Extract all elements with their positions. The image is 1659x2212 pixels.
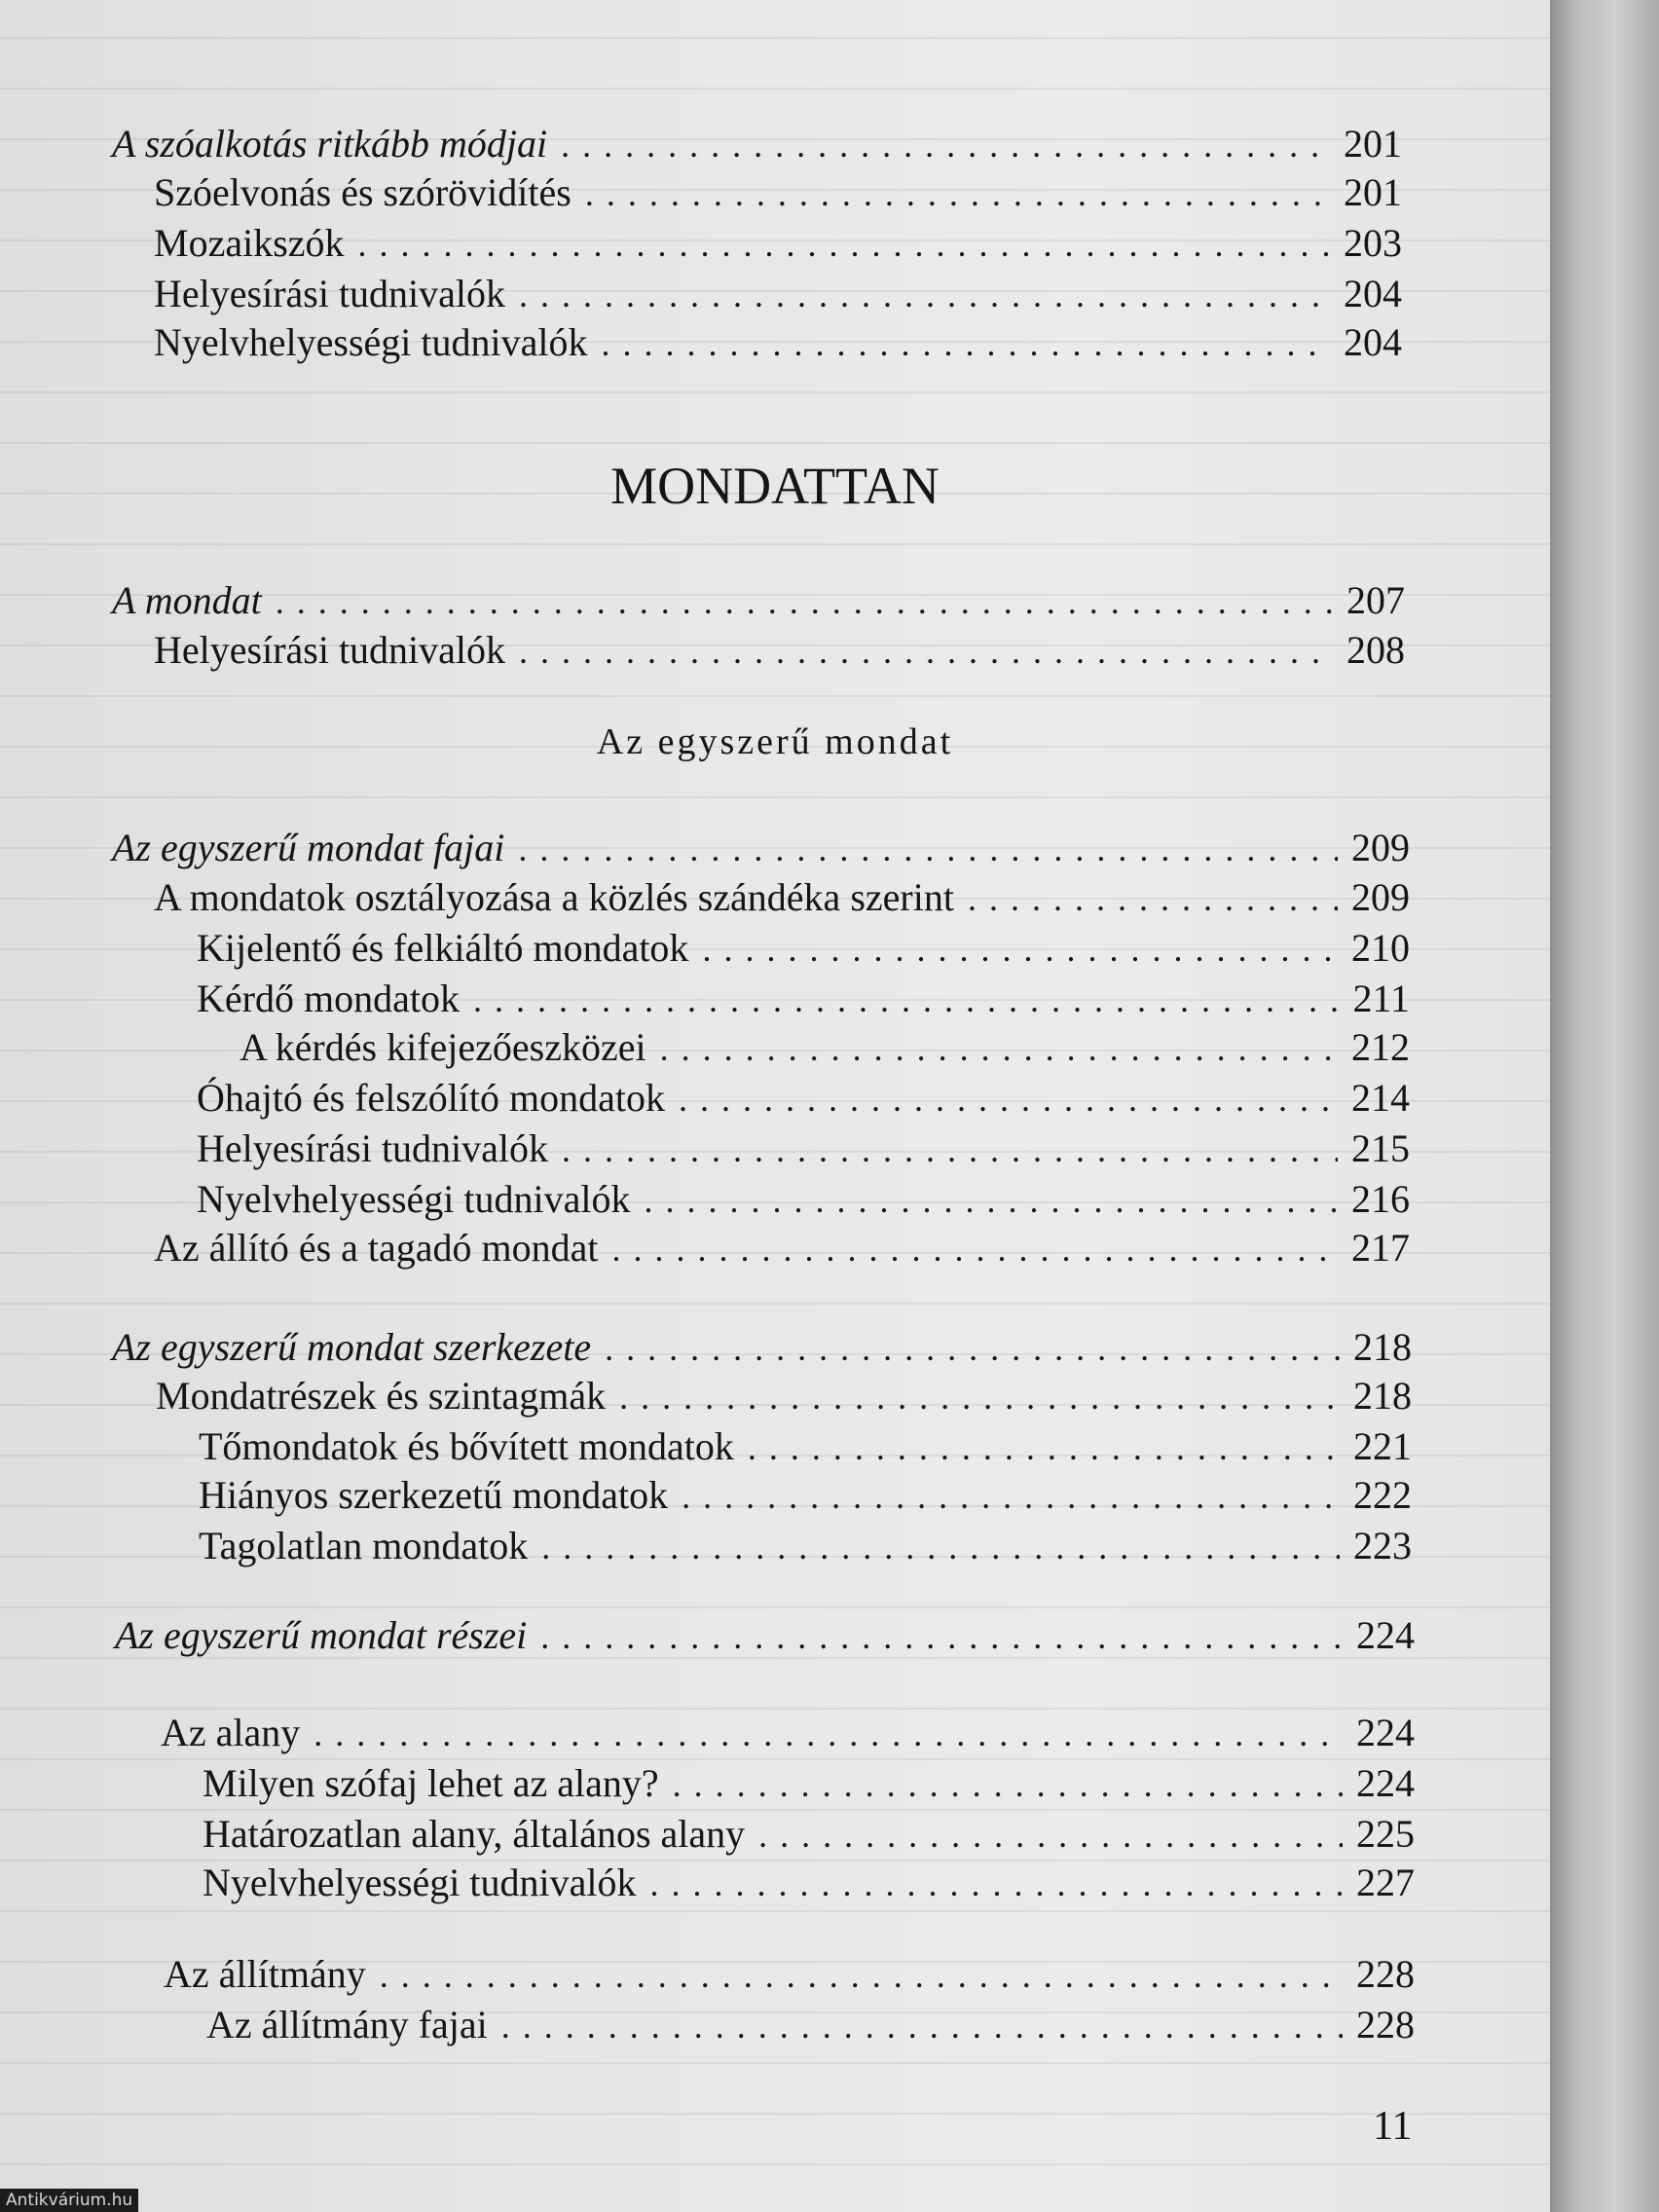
toc-entry-page: 217 <box>1351 1226 1410 1270</box>
toc-entry-title: Helyesírási tudnivalók <box>154 272 506 315</box>
toc-entry-page: 215 <box>1351 1126 1410 1170</box>
dot-leader <box>644 1175 1338 1226</box>
dot-leader <box>679 1074 1338 1124</box>
dot-leader <box>541 1522 1340 1572</box>
toc-entry <box>203 1758 1415 1809</box>
toc-entry <box>199 1521 1412 1571</box>
toc-entry-title: Az egyszerű mondat részei <box>115 1613 528 1657</box>
toc-entry-page: 216 <box>1351 1177 1410 1221</box>
toc-entry-title: Az egyszerű mondat fajai <box>112 826 505 869</box>
toc-entry-page: 209 <box>1351 826 1410 869</box>
toc-entry-title: Az állítmány <box>164 1952 366 1996</box>
toc-entry-page: 212 <box>1351 1025 1410 1069</box>
dot-leader <box>473 975 1340 1025</box>
toc-entry <box>112 575 1405 626</box>
toc-entry-title: Nyelvhelyességi tudnivalók <box>197 1177 631 1221</box>
toc-entry <box>197 1124 1410 1174</box>
toc-entry <box>199 1470 1412 1521</box>
toc-entry-title: Mondatrészek és szintagmák <box>156 1374 607 1418</box>
page-edge <box>1550 0 1659 2212</box>
dot-leader <box>313 1709 1343 1759</box>
dot-leader <box>968 873 1338 924</box>
toc-entry <box>164 1949 1415 2000</box>
toc-entry-page: 228 <box>1356 2003 1415 2046</box>
subsection-heading: Az egyszerű mondat <box>596 721 954 762</box>
dot-leader <box>585 168 1330 219</box>
toc-entry-title: Tagolatlan mondatok <box>199 1524 529 1567</box>
dot-leader <box>601 318 1330 369</box>
toc-entry-title: Kérdő mondatok <box>197 977 460 1020</box>
toc-entry-page: 208 <box>1346 628 1405 672</box>
section-heading: MONDATTAN <box>610 457 940 515</box>
toc-entry <box>240 1022 1410 1073</box>
toc-entry <box>199 1421 1412 1472</box>
dot-leader <box>519 626 1333 677</box>
toc-entry-title: Az alany <box>161 1711 301 1754</box>
toc-entry-title: Nyelvhelyességi tudnivalók <box>154 320 588 364</box>
toc-entry-title: Helyesírási tudnivalók <box>154 628 506 672</box>
toc-entry <box>112 119 1402 169</box>
dot-leader <box>358 219 1330 270</box>
page-number: 11 <box>1373 2104 1413 2149</box>
toc-entry-page: 225 <box>1356 1812 1415 1856</box>
toc-entry <box>161 1708 1415 1758</box>
toc-entry <box>154 317 1402 368</box>
toc-entry-title: A mondat <box>112 578 262 622</box>
toc-entry-title: Tőmondatok és bővített mondatok <box>199 1424 734 1468</box>
dot-leader <box>561 120 1330 170</box>
toc-entry <box>203 1809 1415 1860</box>
toc-entry <box>197 1174 1410 1225</box>
toc-entry <box>115 1610 1415 1661</box>
dot-leader <box>673 1759 1343 1810</box>
toc-entry-page: 201 <box>1344 170 1402 214</box>
dot-leader <box>380 1950 1343 2001</box>
toc-entry-page: 210 <box>1351 926 1410 970</box>
toc-entry-title: A kérdés kifejezőeszközei <box>240 1025 646 1069</box>
toc-entry-title: Szóelvonás és szórövidítés <box>154 170 571 214</box>
dot-leader <box>748 1422 1340 1473</box>
toc-entry-title: Helyesírási tudnivalók <box>197 1126 549 1170</box>
dot-leader <box>649 1859 1343 1909</box>
toc-entry-page: 218 <box>1353 1325 1412 1369</box>
dot-leader <box>540 1611 1343 1662</box>
toc-entry <box>112 1322 1412 1373</box>
toc-entry-page: 204 <box>1344 272 1402 315</box>
toc-entry-page: 222 <box>1353 1473 1412 1517</box>
toc-entry <box>112 823 1410 873</box>
toc-entry <box>154 625 1405 676</box>
toc-entry <box>154 1223 1410 1273</box>
dot-leader <box>612 1224 1338 1274</box>
watermark: Antikvárium.hu <box>0 2189 138 2212</box>
toc-entry <box>154 872 1410 923</box>
dot-leader <box>758 1810 1343 1861</box>
toc-entry-page: 218 <box>1353 1374 1412 1418</box>
dot-leader <box>562 1124 1338 1175</box>
toc-entry <box>206 2000 1415 2050</box>
toc-entry <box>197 923 1410 974</box>
dot-leader <box>518 824 1338 874</box>
dot-leader <box>519 270 1330 320</box>
toc-entry-title: Milyen szófaj lehet az alany? <box>203 1761 659 1805</box>
toc-entry <box>154 218 1402 269</box>
toc-entry-title: Hiányos szerkezetű mondatok <box>199 1473 669 1517</box>
toc-entry-page: 224 <box>1356 1613 1415 1657</box>
toc-entry-page: 204 <box>1344 320 1402 364</box>
toc-entry <box>203 1858 1415 1908</box>
toc-entry <box>154 167 1402 218</box>
dot-leader <box>702 924 1338 975</box>
toc-entry-title: A szóalkotás ritkább módjai <box>112 122 548 166</box>
toc-entry-page: 224 <box>1356 1711 1415 1754</box>
toc-entry-title: Határozatlan alany, általános alany <box>203 1812 746 1856</box>
toc-entry-page: 209 <box>1351 875 1410 919</box>
dot-leader <box>682 1471 1340 1522</box>
toc-entry-title: A mondatok osztályozása a közlés szándéka szerint <box>154 875 954 919</box>
toc-entry-page: 223 <box>1353 1524 1412 1567</box>
toc-entry-title: Az egyszerű mondat szerkezete <box>112 1325 592 1369</box>
toc-entry-title: Óhajtó és felszólító mondatok <box>197 1076 666 1120</box>
toc-entry <box>154 269 1402 319</box>
toc-entry-title: Kijelentő és felkiáltó mondatok <box>197 926 689 970</box>
toc-entry-title: Nyelvhelyességi tudnivalók <box>203 1861 637 1904</box>
toc-entry-page: 201 <box>1344 122 1402 166</box>
toc-entry-page: 224 <box>1356 1761 1415 1805</box>
toc-entry-page: 207 <box>1346 578 1405 622</box>
toc-entry-page: 227 <box>1356 1861 1415 1904</box>
toc-entry-page: 221 <box>1353 1424 1412 1468</box>
dot-leader <box>276 576 1333 627</box>
toc-entry-title: Az állítmány fajai <box>206 2003 488 2046</box>
toc-entry-title: Az állító és a tagadó mondat <box>154 1226 599 1270</box>
toc-entry-page: 214 <box>1351 1076 1410 1120</box>
dot-leader <box>660 1023 1338 1074</box>
dot-leader <box>605 1323 1340 1374</box>
toc-entry-page: 203 <box>1344 221 1402 265</box>
toc-entry-page: 211 <box>1352 977 1410 1020</box>
toc-entry-page: 228 <box>1356 1952 1415 1996</box>
dot-leader <box>619 1372 1340 1422</box>
toc-entry <box>197 1073 1410 1124</box>
toc-entry <box>197 974 1410 1024</box>
dot-leader <box>501 2001 1343 2051</box>
toc-entry-title: Mozaikszók <box>154 221 345 265</box>
toc-entry <box>156 1371 1412 1421</box>
